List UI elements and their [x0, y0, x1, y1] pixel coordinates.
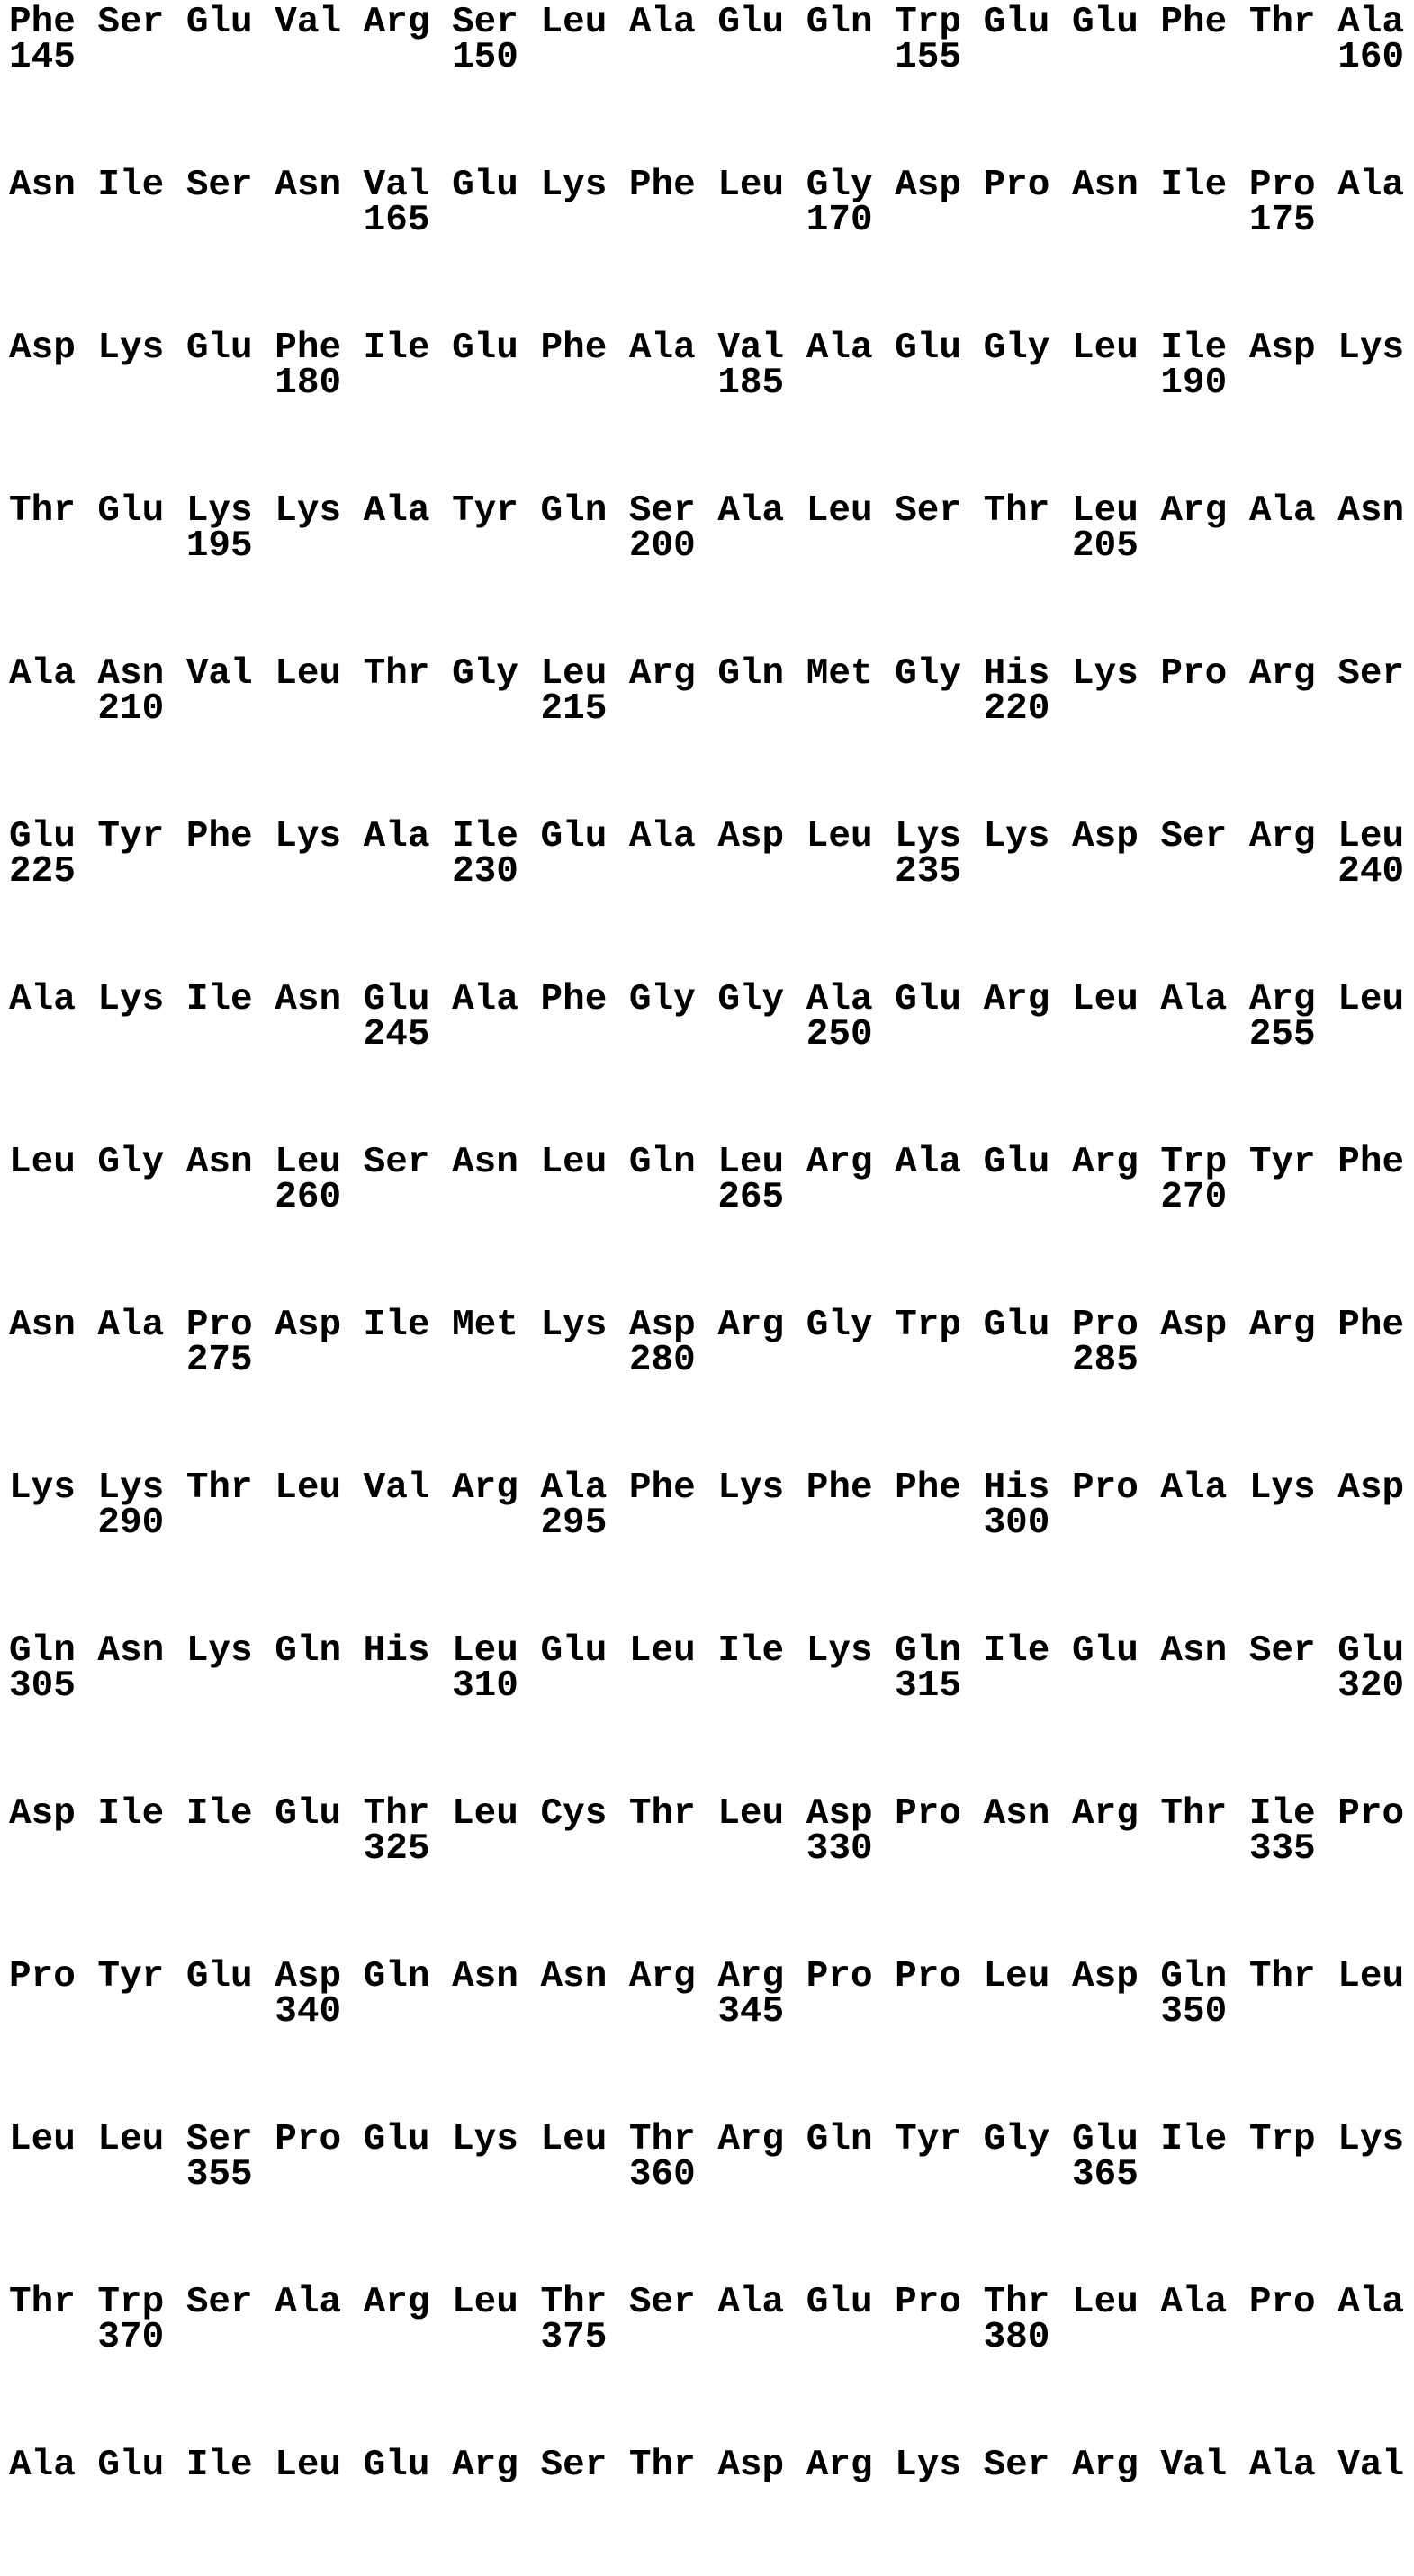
sequence-block [9, 1468, 1414, 1544]
position-line: 325 330 335 [9, 1828, 1316, 1870]
sequence-block [9, 1142, 1414, 1218]
residue-line: Glu Tyr Phe Lys Ala Ile Glu Ala Asp Leu Lys Lys Asp Ser Arg Leu [9, 816, 1405, 857]
position-line: 340 345 350 [9, 1991, 1228, 2033]
residue-line: Thr Trp Ser Ala Arg Leu Thr Ser Ala Glu Pro Thr Leu Ala Pro Ala [9, 2282, 1405, 2323]
sequence-block [9, 1956, 1414, 2033]
sequence-block [9, 1305, 1414, 1381]
sequence-block [9, 653, 1414, 730]
sequence-block [9, 2282, 1414, 2358]
sequence-block [9, 1793, 1414, 1870]
position-line: 355 360 365 [9, 2154, 1139, 2195]
sequence-block [9, 2445, 1414, 2486]
sequence-block [9, 490, 1414, 567]
sequence-block [9, 328, 1414, 404]
sequence-block [9, 816, 1414, 893]
position-line: 290 295 300 [9, 1503, 1050, 1544]
residue-line: Thr Glu Lys Lys Ala Tyr Gln Ser Ala Leu Ser Thr Leu Arg Ala Asn [9, 490, 1405, 532]
sequence-block [9, 2119, 1414, 2195]
position-line: 225 230 235 240 [9, 851, 1405, 893]
position-line: 245 250 255 [9, 1014, 1316, 1055]
position-line: 305 310 315 320 [9, 1665, 1405, 1707]
residue-line: Asp Ile Ile Glu Thr Leu Cys Thr Leu Asp Pro Asn Arg Thr Ile Pro [9, 1793, 1405, 1835]
residue-line: Asn Ala Pro Asp Ile Met Lys Asp Arg Gly Trp Glu Pro Asp Arg Phe [9, 1305, 1405, 1346]
residue-line: Leu Leu Ser Pro Glu Lys Leu Thr Arg Gln Tyr Gly Glu Ile Trp Lys [9, 2119, 1405, 2160]
position-line: 260 265 270 [9, 1177, 1228, 1218]
residue-line: Lys Lys Thr Leu Val Arg Ala Phe Lys Phe Phe His Pro Ala Lys Asp [9, 1468, 1405, 1509]
position-line: 165 170 175 [9, 200, 1316, 241]
sequence-block [9, 979, 1414, 1055]
position-line: 275 280 285 [9, 1340, 1139, 1381]
sequence-block [9, 165, 1414, 241]
residue-line: Gln Asn Lys Gln His Leu Glu Leu Ile Lys Gln Ile Glu Asn Ser Glu [9, 1630, 1405, 1672]
position-line: 370 375 380 [9, 2317, 1050, 2358]
residue-line: Asp Lys Glu Phe Ile Glu Phe Ala Val Ala Glu Gly Leu Ile Asp Lys [9, 328, 1405, 369]
sequence-block [9, 2, 1414, 78]
residue-line: Leu Gly Asn Leu Ser Asn Leu Gln Leu Arg Ala Glu Arg Trp Tyr Phe [9, 1142, 1405, 1183]
position-line: 210 215 220 [9, 688, 1050, 730]
position-line: 195 200 205 [9, 525, 1139, 567]
residue-line: Ala Asn Val Leu Thr Gly Leu Arg Gln Met Gly His Lys Pro Arg Ser [9, 653, 1405, 695]
residue-line: Phe Ser Glu Val Arg Ser Leu Ala Glu Gln Trp Glu Glu Phe Thr Ala [9, 2, 1405, 43]
position-line: 180 185 190 [9, 363, 1228, 404]
residue-line: Pro Tyr Glu Asp Gln Asn Asn Arg Arg Pro Pro Leu Asp Gln Thr Leu [9, 1956, 1405, 1997]
position-line: 145 150 155 160 [9, 37, 1405, 78]
sequence-block [9, 1630, 1414, 1707]
residue-line: Ala Glu Ile Leu Glu Arg Ser Thr Asp Arg Lys Ser Arg Val Ala Val [9, 2445, 1405, 2486]
sequence-listing [9, 2, 1414, 2576]
residue-line: Ala Lys Ile Asn Glu Ala Phe Gly Gly Ala Glu Arg Leu Ala Arg Leu [9, 979, 1405, 1020]
residue-line: Asn Ile Ser Asn Val Glu Lys Phe Leu Gly Asp Pro Asn Ile Pro Ala [9, 165, 1405, 206]
